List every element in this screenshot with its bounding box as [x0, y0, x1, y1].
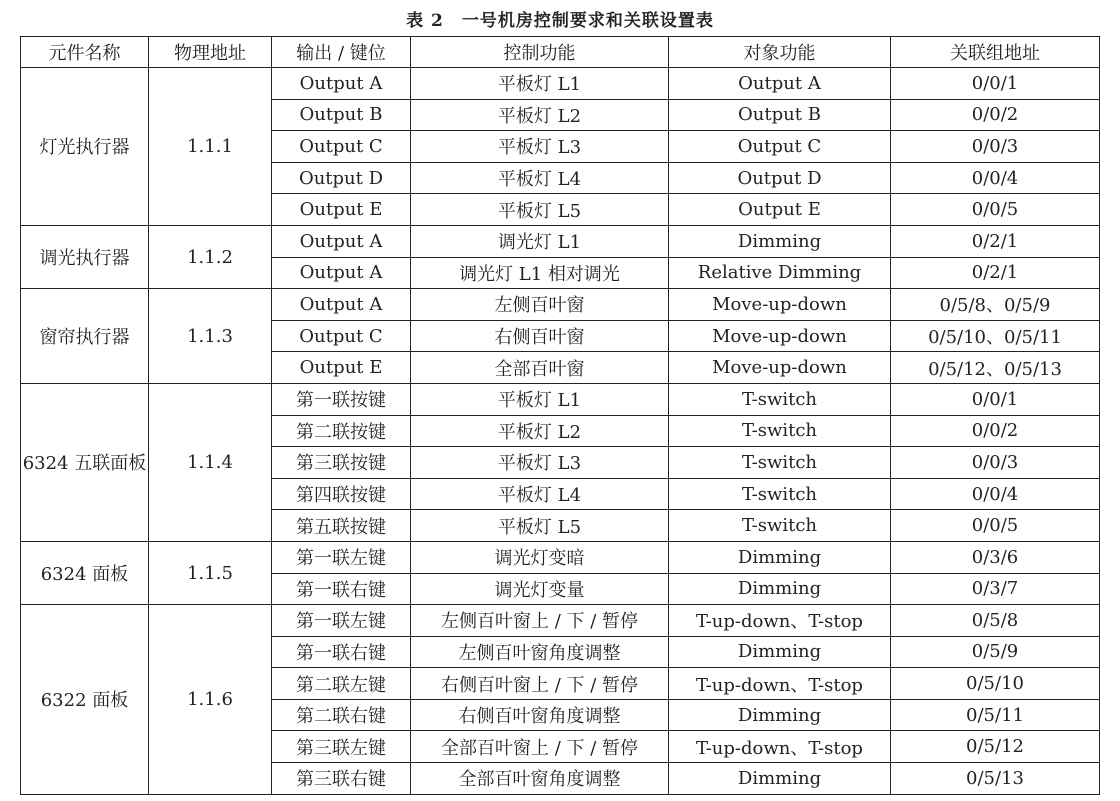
group-address-cell: 0/5/8 — [891, 605, 1100, 637]
control-function-cell: 全部百叶窗角度调整 — [411, 763, 669, 795]
group-address-cell: 0/0/1 — [891, 383, 1100, 415]
table-body — [21, 68, 1100, 795]
object-function-cell: Output C — [669, 131, 891, 163]
object-function-cell: Relative Dimming — [669, 257, 891, 289]
control-function-cell: 全部百叶窗上 / 下 / 暂停 — [411, 731, 669, 763]
control-function-cell: 调光灯 L1 相对调光 — [411, 257, 669, 289]
header-component-name: 元件名称 — [21, 37, 149, 68]
output-key-cell: 第二联右键 — [272, 699, 411, 731]
physical-address-cell: 1.1.3 — [149, 289, 272, 384]
output-key-cell: Output C — [272, 320, 411, 352]
control-function-cell: 调光灯 L1 — [411, 225, 669, 257]
association-table — [20, 36, 1100, 795]
object-function-cell: Dimming — [669, 225, 891, 257]
output-key-cell: 第三联左键 — [272, 731, 411, 763]
physical-address-cell: 1.1.2 — [149, 225, 272, 288]
object-function-cell: Output E — [669, 194, 891, 226]
header-row — [21, 37, 1100, 68]
component-name-cell: 调光执行器 — [21, 225, 149, 288]
component-name-cell: 6324 五联面板 — [21, 383, 149, 541]
control-function-cell: 调光灯变暗 — [411, 541, 669, 573]
object-function-cell: T-switch — [669, 510, 891, 542]
group-address-cell: 0/0/2 — [891, 99, 1100, 131]
object-function-cell: Dimming — [669, 699, 891, 731]
component-name-cell: 6324 面板 — [21, 541, 149, 604]
output-key-cell: 第二联左键 — [272, 668, 411, 700]
component-name-cell: 窗帘执行器 — [21, 289, 149, 384]
control-function-cell: 左侧百叶窗角度调整 — [411, 636, 669, 668]
object-function-cell: Output B — [669, 99, 891, 131]
group-address-cell: 0/0/3 — [891, 131, 1100, 163]
control-function-cell: 平板灯 L1 — [411, 383, 669, 415]
object-function-cell: Move-up-down — [669, 320, 891, 352]
object-function-cell: Move-up-down — [669, 289, 891, 321]
group-address-cell: 0/5/12、0/5/13 — [891, 352, 1100, 384]
group-address-cell: 0/0/5 — [891, 194, 1100, 226]
output-key-cell: Output A — [272, 225, 411, 257]
group-address-cell: 0/5/10 — [891, 668, 1100, 700]
output-key-cell: Output E — [272, 352, 411, 384]
table-row — [21, 68, 1100, 100]
output-key-cell: 第一联左键 — [272, 605, 411, 637]
control-function-cell: 右侧百叶窗角度调整 — [411, 699, 669, 731]
table-row — [21, 383, 1100, 415]
object-function-cell: Dimming — [669, 573, 891, 605]
output-key-cell: 第四联按键 — [272, 478, 411, 510]
object-function-cell: T-up-down、T-stop — [669, 668, 891, 700]
control-function-cell: 平板灯 L4 — [411, 478, 669, 510]
object-function-cell: T-up-down、T-stop — [669, 731, 891, 763]
object-function-cell: Dimming — [669, 541, 891, 573]
physical-address-cell: 1.1.1 — [149, 68, 272, 226]
table-row — [21, 605, 1100, 637]
output-key-cell: 第一联按键 — [272, 383, 411, 415]
group-address-cell: 0/3/6 — [891, 541, 1100, 573]
group-address-cell: 0/2/1 — [891, 257, 1100, 289]
group-address-cell: 0/0/4 — [891, 162, 1100, 194]
output-key-cell: Output C — [272, 131, 411, 163]
control-function-cell: 平板灯 L4 — [411, 162, 669, 194]
control-function-cell: 平板灯 L3 — [411, 131, 669, 163]
object-function-cell: T-switch — [669, 478, 891, 510]
group-address-cell: 0/0/1 — [891, 68, 1100, 100]
object-function-cell: Output D — [669, 162, 891, 194]
control-function-cell: 左侧百叶窗上 / 下 / 暂停 — [411, 605, 669, 637]
output-key-cell: 第一联右键 — [272, 636, 411, 668]
control-function-cell: 平板灯 L2 — [411, 99, 669, 131]
control-function-cell: 左侧百叶窗 — [411, 289, 669, 321]
group-address-cell: 0/0/2 — [891, 415, 1100, 447]
table-title: 表 2 一号机房控制要求和关联设置表 — [406, 11, 714, 31]
output-key-cell: 第一联左键 — [272, 541, 411, 573]
control-function-cell: 平板灯 L1 — [411, 68, 669, 100]
output-key-cell: Output A — [272, 68, 411, 100]
physical-address-cell: 1.1.5 — [149, 541, 272, 604]
group-address-cell: 0/5/13 — [891, 763, 1100, 795]
object-function-cell: Dimming — [669, 763, 891, 795]
control-function-cell: 平板灯 L5 — [411, 194, 669, 226]
table-row — [21, 541, 1100, 573]
component-name-cell: 6322 面板 — [21, 605, 149, 795]
group-address-cell: 0/3/7 — [891, 573, 1100, 605]
group-address-cell: 0/5/11 — [891, 699, 1100, 731]
physical-address-cell: 1.1.6 — [149, 605, 272, 795]
component-name-cell: 灯光执行器 — [21, 68, 149, 226]
control-function-cell: 全部百叶窗 — [411, 352, 669, 384]
physical-address-cell: 1.1.4 — [149, 383, 272, 541]
header-group-address: 关联组地址 — [891, 37, 1100, 68]
control-function-cell: 右侧百叶窗上 / 下 / 暂停 — [411, 668, 669, 700]
output-key-cell: 第五联按键 — [272, 510, 411, 542]
object-function-cell: T-switch — [669, 383, 891, 415]
output-key-cell: 第一联右键 — [272, 573, 411, 605]
group-address-cell: 0/5/8、0/5/9 — [891, 289, 1100, 321]
output-key-cell: 第三联按键 — [272, 447, 411, 479]
object-function-cell: Move-up-down — [669, 352, 891, 384]
object-function-cell: Dimming — [669, 636, 891, 668]
header-object-function: 对象功能 — [669, 37, 891, 68]
group-address-cell: 0/0/5 — [891, 510, 1100, 542]
object-function-cell: T-up-down、T-stop — [669, 605, 891, 637]
output-key-cell: Output A — [272, 257, 411, 289]
group-address-cell: 0/5/10、0/5/11 — [891, 320, 1100, 352]
output-key-cell: Output D — [272, 162, 411, 194]
control-function-cell: 调光灯变量 — [411, 573, 669, 605]
group-address-cell: 0/0/3 — [891, 447, 1100, 479]
output-key-cell: Output B — [272, 99, 411, 131]
output-key-cell: 第二联按键 — [272, 415, 411, 447]
table-row — [21, 289, 1100, 321]
header-control-function: 控制功能 — [411, 37, 669, 68]
output-key-cell: 第三联右键 — [272, 763, 411, 795]
group-address-cell: 0/5/9 — [891, 636, 1100, 668]
group-address-cell: 0/5/12 — [891, 731, 1100, 763]
control-function-cell: 平板灯 L2 — [411, 415, 669, 447]
object-function-cell: T-switch — [669, 447, 891, 479]
group-address-cell: 0/2/1 — [891, 225, 1100, 257]
control-function-cell: 右侧百叶窗 — [411, 320, 669, 352]
header-physical-address: 物理地址 — [149, 37, 272, 68]
output-key-cell: Output A — [272, 289, 411, 321]
control-function-cell: 平板灯 L5 — [411, 510, 669, 542]
group-address-cell: 0/0/4 — [891, 478, 1100, 510]
output-key-cell: Output E — [272, 194, 411, 226]
object-function-cell: Output A — [669, 68, 891, 100]
table-row — [21, 225, 1100, 257]
header-output-key: 输出 / 键位 — [272, 37, 411, 68]
object-function-cell: T-switch — [669, 415, 891, 447]
control-function-cell: 平板灯 L3 — [411, 447, 669, 479]
